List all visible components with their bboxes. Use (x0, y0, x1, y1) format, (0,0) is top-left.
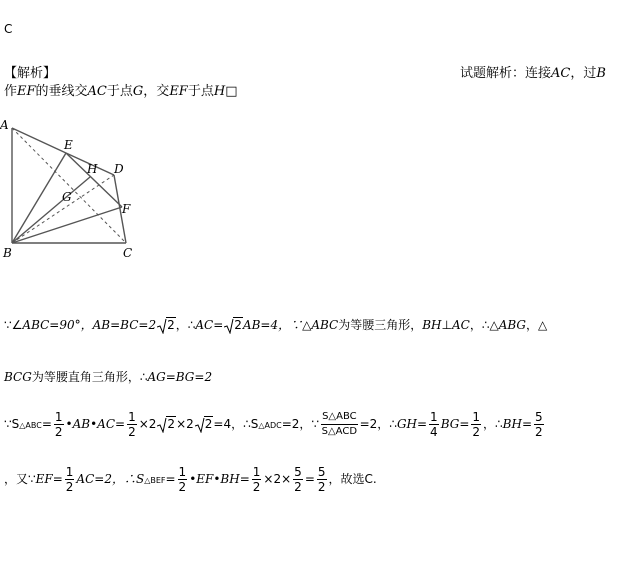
denominator: 2 (65, 480, 74, 494)
denominator: 2 (535, 425, 543, 439)
math-segment: AC= (195, 318, 224, 332)
text-segment: ，∴ (483, 417, 503, 431)
construction-line (4, 80, 237, 99)
text-segment: 为等腰三角形， (338, 318, 423, 332)
fraction (65, 465, 75, 494)
denominator: 2 (472, 425, 481, 439)
math-segment: AC=2，∴S (76, 472, 145, 486)
text-segment: =2，∴ (359, 417, 397, 431)
denominator: S△ACD (321, 426, 358, 437)
math-segment: ABC=90°， (22, 318, 93, 332)
sqrt-expression (195, 417, 214, 431)
intro-text: 试题解析：连接 (460, 66, 552, 81)
analysis-intro (460, 62, 606, 81)
intro-sep: ，过 (570, 66, 597, 81)
text-segment: 为等腰直角三角形，∴ (31, 370, 148, 384)
numerator: S△ABC (321, 410, 358, 425)
label-h: H (87, 162, 98, 176)
proof-line-2 (4, 368, 212, 385)
math-segment: AB=BC=2 (92, 318, 157, 332)
segment-bd (12, 175, 114, 243)
answer-text: C (4, 22, 13, 36)
math-segment: AC (451, 318, 470, 332)
segment-be (12, 153, 66, 243)
denominator: 2 (317, 480, 326, 494)
label-g: G (62, 190, 72, 204)
math-segment: •AB•AC= (65, 417, 126, 431)
label-c: C (123, 246, 133, 260)
text-segment: ，△ (526, 318, 548, 332)
sqrt-radicand: 2 (234, 318, 242, 332)
var-g: G (132, 84, 144, 99)
text-segment: =4，∴S (213, 417, 259, 431)
denominator: 2 (252, 480, 261, 494)
proof-line-4 (4, 465, 377, 494)
sqrt-radicand: 2 (167, 417, 176, 431)
sqrt-radicand: 2 (167, 318, 175, 332)
numerator: 5 (317, 465, 326, 479)
proof-line-3 (4, 410, 546, 439)
text-segment: ，∴ (175, 318, 196, 332)
fraction (317, 465, 327, 494)
label-d: D (114, 162, 124, 176)
math-segment: AB=4，∵△ (242, 318, 312, 332)
numerator: 5 (294, 465, 302, 479)
fraction (252, 465, 262, 494)
fraction (471, 410, 481, 439)
math-segment: ABG (498, 318, 526, 332)
numerator: 1 (54, 410, 63, 424)
numerator: 1 (65, 465, 74, 479)
denominator: 2 (128, 425, 136, 439)
text-segment: ×2 (176, 417, 194, 431)
denominator: 2 (54, 425, 63, 439)
var-ef: EF (17, 84, 36, 99)
segment-ae (12, 128, 66, 153)
numerator: 1 (128, 410, 136, 424)
text-segment: =2，∵ (281, 417, 320, 431)
math-segment: ABC (311, 318, 339, 332)
numerator: 1 (252, 465, 261, 479)
numerator: 1 (430, 410, 438, 424)
fraction (429, 410, 439, 439)
sqrt-expression (157, 318, 176, 332)
fraction (54, 410, 64, 439)
math-segment: EF= (35, 472, 63, 486)
text-segment: 的垂线交 (35, 84, 88, 99)
text-segment: ×2× (263, 472, 292, 486)
geometry-figure (0, 115, 140, 265)
text-segment: ⊥ (441, 318, 452, 332)
text-segment: 作 (4, 84, 18, 99)
text-segment: ∵∠ (4, 318, 23, 332)
text-segment: 于点 (187, 84, 214, 99)
text-segment: ，故选C. (328, 472, 377, 486)
fraction (127, 410, 137, 439)
segment-bh (12, 177, 90, 243)
math-segment: BH= (502, 417, 532, 431)
text-segment: ，又∵ (4, 472, 36, 486)
fraction (534, 410, 544, 439)
sqrt-radicand: 2 (204, 417, 213, 431)
text-segment: = (165, 472, 176, 486)
label-e: E (64, 138, 73, 152)
sqrt-icon (224, 318, 234, 334)
text-segment: □ (225, 84, 238, 99)
label-a: A (0, 118, 9, 132)
label-b: B (3, 246, 12, 260)
sqrt-expression (224, 318, 243, 332)
var-h: H (213, 84, 226, 99)
math-segment: BCG (4, 370, 32, 384)
sqrt-icon (157, 318, 167, 334)
math-segment: BG= (440, 417, 470, 431)
var-ac: AC (87, 84, 107, 99)
denominator: 2 (178, 480, 187, 494)
text-segment: = (304, 472, 315, 486)
fraction (321, 410, 358, 439)
numerator: 1 (178, 465, 187, 479)
denominator: 4 (430, 425, 438, 439)
subscript: △ADC (258, 421, 282, 430)
sqrt-icon (195, 417, 205, 433)
subscript: △ABC (19, 421, 42, 430)
subscript: △BEF (144, 476, 166, 485)
intro-var-b: B (596, 66, 606, 81)
text-segment: ×2 (138, 417, 157, 431)
intro-var-ac: AC (551, 66, 571, 81)
math-segment: GH= (396, 417, 428, 431)
sqrt-expression (157, 417, 176, 431)
sqrt-icon (157, 417, 167, 433)
math-segment: AG=BG=2 (147, 370, 213, 384)
segment-bf (12, 207, 122, 243)
text-segment: ∵S (4, 417, 20, 431)
denominator: 2 (294, 480, 302, 494)
analysis-title: 【解析】 (4, 66, 57, 81)
text-segment: = (41, 417, 52, 431)
var-ef: EF (169, 84, 188, 99)
numerator: 1 (472, 410, 481, 424)
fraction (293, 465, 303, 494)
math-segment: •EF•BH= (189, 472, 250, 486)
proof-line-1 (4, 316, 547, 333)
numerator: 5 (535, 410, 543, 424)
text-segment: 于点 (106, 84, 133, 99)
math-segment: BH (422, 318, 442, 332)
text-segment: ，∴△ (469, 318, 499, 332)
text-segment: ，交 (143, 84, 170, 99)
label-f: F (122, 202, 131, 216)
fraction (178, 465, 188, 494)
